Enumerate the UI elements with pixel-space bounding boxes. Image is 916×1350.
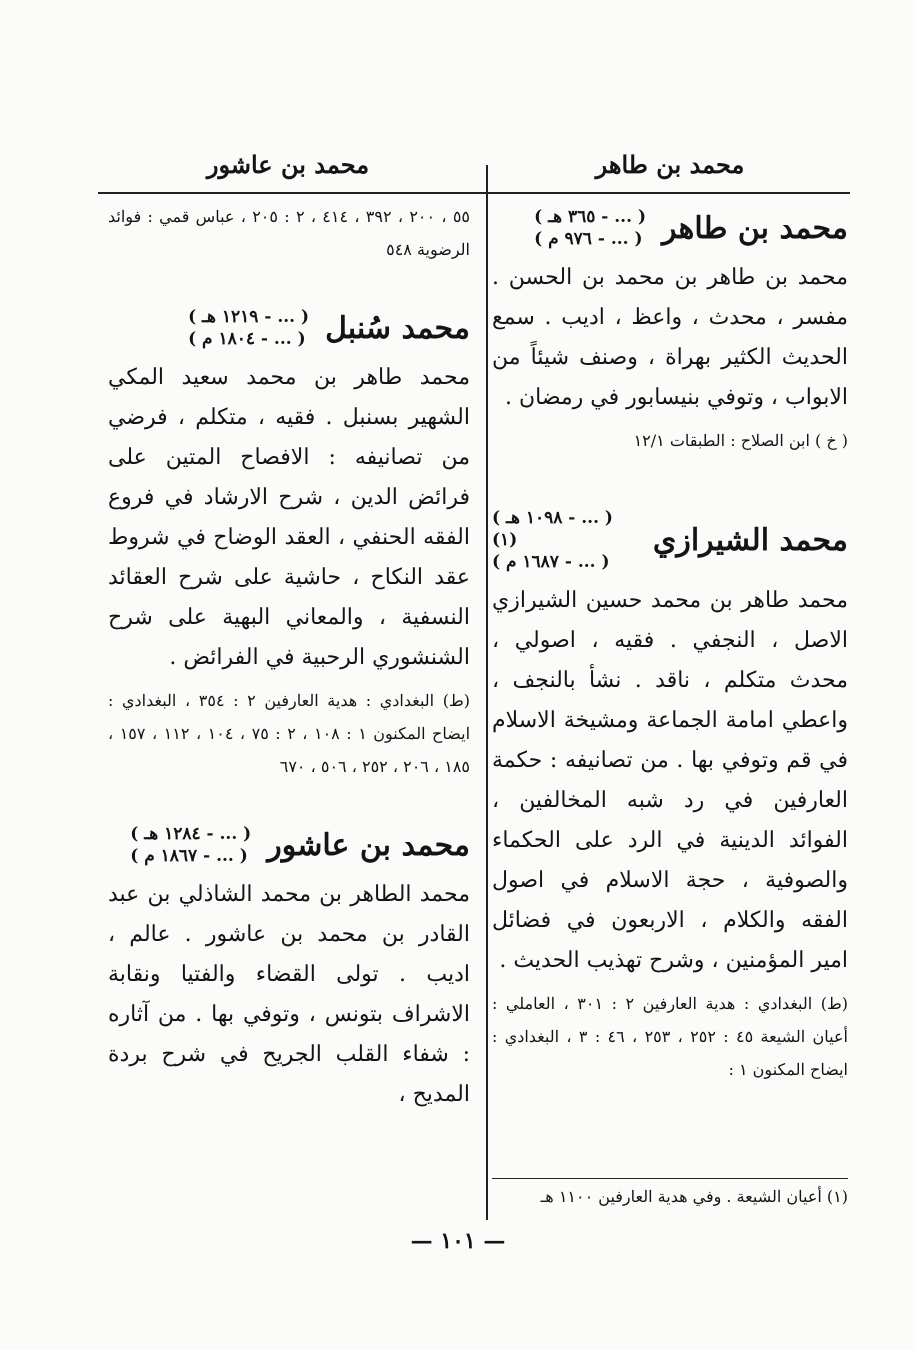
page-number: — ١٠١ —: [410, 1228, 506, 1254]
entry-dates: [188, 306, 309, 350]
column-divider: [486, 165, 488, 1220]
entry-name: محمد بن عاشور: [267, 827, 470, 863]
date-hijri: ( ... - ١٢١٩ هـ ): [188, 307, 310, 327]
entry-name: محمد بن طاهر: [662, 210, 848, 246]
date-hijri: ( ... - ١٠٩٨ هـ )(١): [492, 508, 613, 550]
entry-source: (ط) البغدادي : هدية العارفين ٢ : ٣٥٤ ، البغدادي : ايضاح المكنون ١ : ١٠٨ ، ٢ : ٧٥ ، ١٠٤ ، ١١٢ ، ١٥٧ ، ١٨٥ ، ٢٠٦ ، ٢٥٢ ، ٥٠٦ ، ٦٧٠: [108, 691, 471, 776]
entry-name: محمد سُنبل: [325, 310, 470, 346]
date-gregorian: ( ... - ١٨٦٧ م ): [130, 846, 248, 866]
spacer: [108, 783, 470, 817]
entry-dates: [492, 507, 637, 573]
entry-body: محمد بن طاهر بن محمد بن الحسن . مفسر ، محدث ، واعظ ، اديب . سمع الحديث الكثير بهراة ، وصنف شيئاً من الابواب ، وتوفي بنيسابور في رمضان .: [492, 265, 848, 410]
date-gregorian: ( ... - ١٨٠٤ م ): [188, 329, 306, 349]
date-hijri: ( ... - ٣٦٥ هـ ): [534, 207, 646, 227]
entry-name: محمد الشيرازي: [652, 522, 848, 558]
entry-source: ( خ ) ابن الصلاح : الطبقات ١٢/١: [633, 431, 848, 450]
right-column: [492, 200, 848, 1086]
entry-body: محمد طاهر بن محمد حسين الشيرازي الاصل ، النجفي . فقيه ، اصولي ، محدث متكلم ، ناقد . نشأ بالنجف ، واعطي امامة الجماعة ومشيخة الاسلام في قم وتوفي بها . من تصانيفه : حكمة العارفين في رد شبه المخالفين ، الفوائد الدينية في الرد على الحكماء والصوفية ، حجة الاسلام في اصول الفقه والكلام ، الاربعون في فضائل امير المؤمنين ، وشرح تهذيب الحديث .: [492, 588, 848, 973]
date-gregorian: ( ... - ٩٧٦ م ): [534, 229, 643, 249]
continued-source: ٥٥ ، ٢٠٠ ، ٣٩٢ ، ٤١٤ ، ٢ : ٢٠٥ ، عباس قمي : فوائد الرضوية ٥٤٨: [108, 207, 471, 259]
right-running-header: محمد بن طاهر: [595, 150, 745, 179]
date-hijri: ( ... - ١٢٨٤ هـ ): [130, 824, 252, 844]
entry-body: محمد الطاهر بن محمد الشاذلي بن عبد القادر بن محمد بن عاشور . عالم ، اديب . تولى القضاء والفتيا ونقابة الاشراف بتونس ، وتوفي بها . من آثاره : شفاء القلب الجريح في شرح بردة المديح ،: [108, 882, 470, 1107]
left-column: [108, 200, 470, 1115]
entry-dates: [534, 206, 646, 250]
entry-heading: [108, 306, 470, 350]
spacer: [108, 266, 470, 300]
footnote-rule: [492, 1178, 848, 1179]
entry-body: محمد طاهر بن محمد سعيد المكي الشهير بسنبل . فقيه ، متكلم ، فرضي من تصانيفه : الافصاح المتين على فرائض الدين ، شرح الارشاد في فروع الفقه الحنفي ، العقد الوضاح في شروط عقد النكاح ، حاشية على شرح العقائد النسفية ، والمعاني البهية على شرح الشنشوري الرحبية في الفرائض .: [108, 365, 470, 670]
entry-source: (ط) البغدادي : هدية العارفين ٢ : ٣٠١ ، العاملي : أعيان الشيعة ٤٥ : ٢٥٢ ، ٢٥٣ ، ٤٦ : ٣ ، البغدادي : ايضاح المكنون ١ :: [492, 994, 849, 1079]
header-rule: [98, 192, 850, 194]
entry-dates: [130, 823, 251, 867]
entry-heading: [108, 823, 470, 867]
date-gregorian: ( ... - ١٦٨٧ م ): [492, 552, 610, 572]
left-running-header: محمد بن عاشور: [206, 150, 370, 179]
footnote: (١) أعيان الشيعة . وفي هدية العارفين ١١٠٠ هـ: [540, 1187, 848, 1206]
entry-heading: [492, 206, 848, 250]
spacer: [492, 457, 848, 501]
entry-heading: [492, 507, 848, 573]
